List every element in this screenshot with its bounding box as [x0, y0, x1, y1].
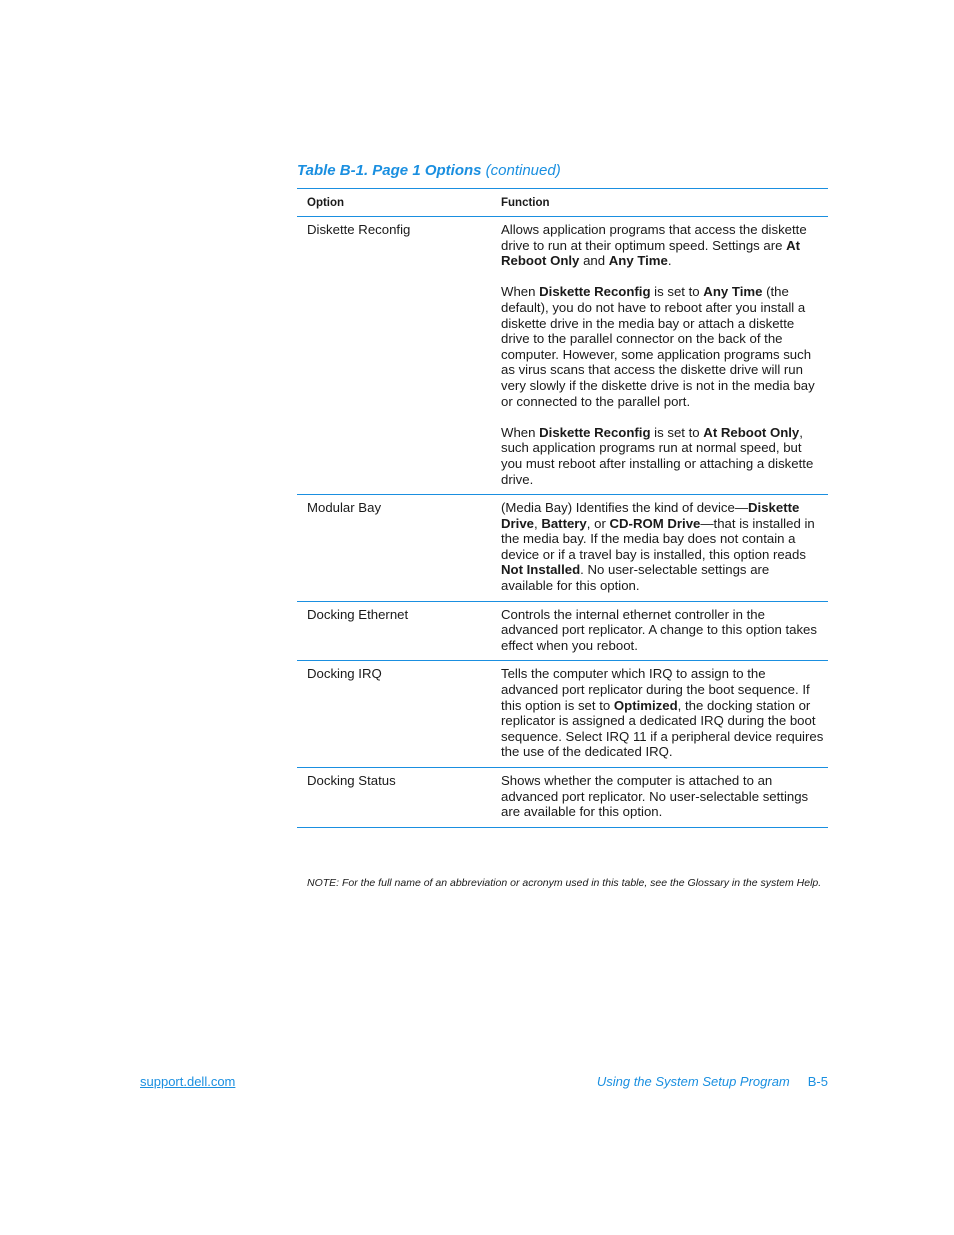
setting-term: Optimized: [613, 697, 678, 713]
setting-term: Diskette Reconfig: [539, 424, 651, 440]
table-note: NOTE: For the full name of an abbreviation or acronym used in this table, see the Glossary in the system Help.: [307, 877, 822, 889]
option-name: Docking IRQ: [307, 666, 382, 682]
table-row: [297, 495, 828, 602]
setting-term: At Reboot Only: [703, 424, 800, 440]
setting-term: At Reboot Only: [501, 237, 801, 269]
text-run: When: [501, 284, 540, 300]
text-run: ,: [534, 515, 542, 531]
option-name: Docking Status: [307, 773, 396, 788]
footer-running-head: [597, 1074, 828, 1089]
header-option: Option: [307, 196, 345, 209]
function-description: [501, 773, 828, 820]
text-run: Controls the internal ethernet controller in the advanced port replicator. A change to this option takes effect when you reboot.: [501, 606, 817, 653]
table-row: [297, 602, 828, 662]
setting-term: Diskette Drive: [501, 500, 800, 531]
text-run: , or: [586, 515, 610, 531]
table-caption-title: Table B-1. Page 1 Options: [297, 162, 482, 179]
text-run: —that is installed in the media bay. If the media bay does not contain a device or if a travel bay is installed, this option reads: [501, 515, 815, 562]
function-paragraph: [501, 666, 824, 760]
setting-term: Battery: [541, 515, 587, 531]
text-run: , such application programs run at normal speed, but you must reboot after installing or attaching a diskette drive.: [501, 424, 814, 487]
footer-page-number: B-5: [807, 1074, 828, 1089]
text-run: Tells the computer which IRQ to assign to the advanced port replicator during the boot sequence. If this option is set to: [501, 666, 810, 713]
function-description: [501, 222, 828, 487]
function-paragraph: [501, 425, 824, 487]
text-run: Allows application programs that access the diskette drive to run at their optimum speed. Settings are: [501, 222, 807, 253]
text-run: . No user-selectable settings are available for this option.: [501, 562, 770, 594]
text-run: Shows whether the computer is attached to an advanced port replicator. No user-selectable settings are available for this option.: [501, 773, 809, 820]
setting-term: Any Time: [608, 253, 668, 269]
text-run: is set to: [650, 284, 704, 300]
setting-term: Diskette Reconfig: [539, 284, 651, 300]
function-paragraph: [501, 500, 824, 594]
text-run: (Media Bay) Identifies the kind of device—: [501, 500, 749, 516]
function-description: [501, 500, 828, 594]
table-caption: [297, 162, 561, 179]
table-row: [297, 768, 828, 828]
function-description: [501, 607, 828, 654]
text-run: is set to: [650, 424, 704, 440]
table-row: [297, 217, 828, 495]
footer-support-link[interactable]: support.dell.com: [140, 1074, 236, 1089]
option-name: Docking Ethernet: [307, 606, 409, 622]
function-description: [501, 666, 828, 760]
text-run: When: [501, 424, 540, 440]
table-header-row: [297, 189, 828, 217]
table-caption-continued: (continued): [485, 162, 561, 179]
function-paragraph: [501, 773, 824, 820]
text-run: , the docking station or replicator is assigned a dedicated IRQ during the boot sequence. Select IRQ 11 if a peripheral device requires the use of the dedicated IRQ.: [501, 697, 824, 760]
setting-term: Not Installed: [501, 562, 581, 578]
function-paragraph: [501, 284, 824, 409]
table-body: [297, 217, 828, 828]
text-run: .: [667, 253, 672, 269]
header-function: Function: [501, 196, 550, 209]
function-paragraph: [501, 607, 824, 654]
text-run: (the default), you do not have to reboot after you install a diskette drive in the media bay or attach a diskette drive to the parallel connector on the back of the computer. However, some application programs such as virus scans that access the diskette drive will run very slowly if the diskette drive is not in the media bay or connected to the parallel port.: [501, 284, 815, 409]
setting-term: CD-ROM Drive: [609, 515, 701, 531]
setting-term: Any Time: [703, 284, 763, 300]
text-run: and: [579, 253, 609, 269]
footer-section-title: Using the System Setup Program: [596, 1074, 790, 1089]
function-paragraph: [501, 222, 824, 269]
options-table: [297, 188, 828, 828]
table-row: [297, 661, 828, 768]
option-name: Modular Bay: [307, 500, 382, 516]
option-name: Diskette Reconfig: [307, 222, 411, 237]
